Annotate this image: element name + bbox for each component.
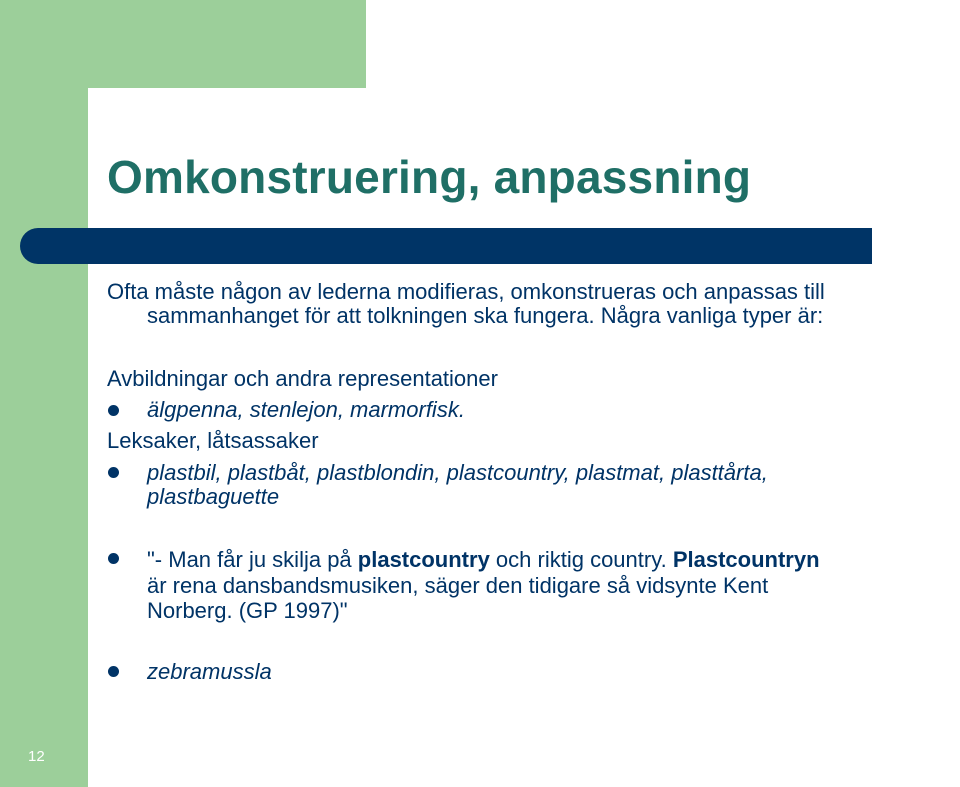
quote-text: och riktig country. (489, 547, 673, 572)
bullet-icon (108, 553, 119, 564)
quote-line-3: Norberg. (GP 1997)" (147, 598, 348, 623)
last-bullet: zebramussla (147, 659, 272, 684)
intro-line-1: Ofta måste någon av lederna modifieras, omkonstrueras och anpassas till (107, 279, 825, 304)
quote-bold-term: plastcountry (357, 547, 490, 572)
bullet-icon (108, 467, 119, 478)
top-decor-band (0, 0, 366, 88)
quote-bold-term: Plastcountryn (672, 547, 820, 572)
slide-title: Omkonstruering, anpassning (107, 151, 752, 203)
intro-line-2: sammanhanget för att tolkningen ska fungera. Några vanliga typer är: (147, 303, 824, 328)
quote-line-1 (147, 547, 820, 573)
left-decor-band (0, 0, 88, 787)
page-number: 12 (28, 748, 45, 765)
quote-line-2: är rena dansbandsmusiken, säger den tidigare så vidsynte Kent (147, 573, 769, 598)
section-2-bullet-line-1: plastbil, plastbåt, plastblondin, plastcountry, plastmat, plasttårta, (147, 460, 768, 485)
section-2-bullet-line-2: plastbaguette (147, 484, 280, 509)
section-1-heading: Avbildningar och andra representationer (107, 366, 498, 391)
bullet-icon (108, 405, 119, 416)
section-1-bullet: älgpenna, stenlejon, marmorfisk. (147, 397, 465, 422)
section-2-heading: Leksaker, låtsassaker (107, 428, 319, 453)
quote-text: "- Man får ju skilja på (147, 547, 358, 572)
title-underline-bar (20, 228, 872, 264)
bullet-icon (108, 666, 119, 677)
